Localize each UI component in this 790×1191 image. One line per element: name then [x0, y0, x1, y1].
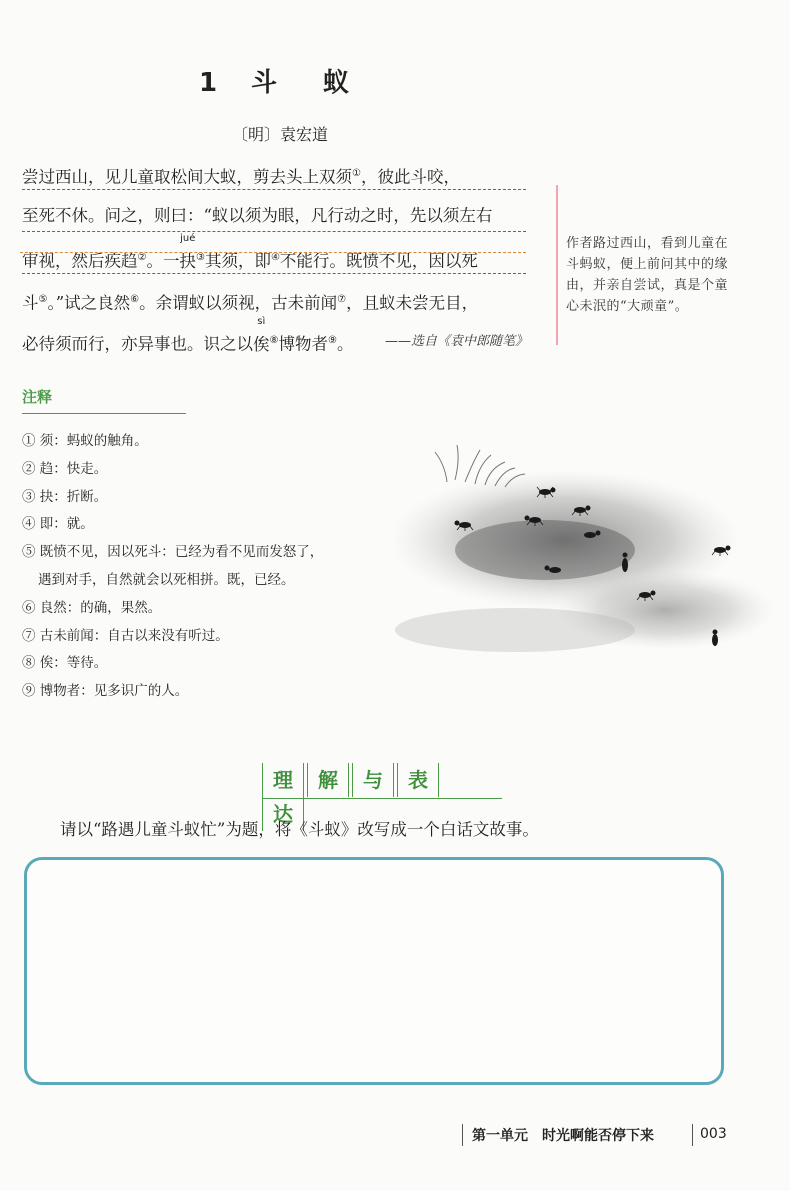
footer-divider: [692, 1124, 693, 1146]
title-char-2: 蚁: [323, 68, 352, 98]
note-ref[interactable]: ②: [137, 252, 147, 263]
notes-heading: 注释: [22, 386, 186, 414]
pinyin-ruby: sì 俟: [253, 315, 270, 354]
text-line-3: 审视，然后疾趋②。一 jué 抉③其须，即④不能行。既愤不见，因以死: [22, 243, 526, 274]
note-item: ⑥ 良然：的确，果然。: [22, 599, 162, 616]
title-char-1: 斗: [251, 68, 280, 98]
answer-writing-box[interactable]: [24, 857, 724, 1085]
section-char: 达: [262, 797, 304, 831]
ant-ink-painting: [395, 440, 790, 670]
note-item: ⑤ 既愤不见，因以死斗：已经为看不见而发怒了，: [22, 544, 324, 561]
side-note-connector: [20, 252, 526, 253]
section-char: 理: [262, 763, 304, 797]
section-underline: [262, 798, 502, 799]
note-ref[interactable]: ⑨: [327, 335, 337, 346]
side-note-rule: [556, 185, 558, 345]
text-line-2: 至死不休。问之，则曰：“蚁以须为眼，凡行动之时，先以须左右: [22, 201, 526, 232]
note-item: ④ 即：就。: [22, 516, 94, 533]
note-ref[interactable]: ⑤: [38, 294, 48, 305]
lesson-number: 1: [198, 68, 220, 98]
section-heading: [262, 763, 484, 826]
section-char: 与: [352, 763, 394, 797]
footer-unit-title: 第一单元 时光啊能否停下来: [472, 1128, 654, 1144]
note-ref[interactable]: ⑦: [337, 294, 347, 305]
section-char: 解: [307, 763, 349, 797]
note-item: ⑦ 古未前闻：自古以来没有听过。: [22, 627, 229, 644]
pinyin-ruby: jué 抉: [179, 232, 196, 271]
note-item: ② 趋：快走。: [22, 460, 108, 477]
text-line-5: 必待须而行，亦异事也。识之以 sì 俟⑧博物者⑨。: [22, 326, 526, 356]
section-char: 表: [397, 763, 439, 797]
note-item-continued: 遇到对手，自然就会以死相拼。既，已经。: [38, 571, 295, 588]
note-ref[interactable]: ⑥: [130, 294, 140, 305]
note-item: ① 须：蚂蚁的触角。: [22, 433, 148, 449]
lesson-title: [0, 62, 560, 99]
page-number: 003: [700, 1126, 727, 1142]
footer-divider: [462, 1124, 463, 1146]
notes-list: [22, 428, 402, 706]
note-ref[interactable]: ①: [352, 168, 361, 179]
side-note: 作者路过西山，看到儿童在斗蚂蚁，便上前问其中的缘由，并亲自尝试，真是个童心未泯的“大顽童”。: [566, 236, 729, 314]
task-prompt: 请以“路遇儿童斗蚁忙”为题，将《斗蚁》改写成一个白话文故事。: [60, 820, 539, 839]
text-line-1: 尝过西山，见儿童取松间大蚁，剪去头上双须①，彼此斗咬，: [22, 159, 526, 190]
source-citation: ——选自《袁中郎随笔》: [384, 334, 528, 349]
note-item: ③ 抉：折断。: [22, 488, 108, 505]
note-ref[interactable]: ③: [195, 252, 205, 263]
note-item: ⑨ 博物者：见多识广的人。: [22, 683, 189, 700]
text-line-4: 斗⑤。”试之良然⑥。余谓蚁以须视，古未前闻⑦，且蚁未尝无目，: [22, 293, 479, 313]
note-ref[interactable]: ⑧: [269, 335, 279, 346]
author-line: 〔明〕袁宏道: [231, 125, 328, 144]
note-ref[interactable]: ④: [270, 252, 280, 263]
note-item: ⑧ 俟：等待。: [22, 655, 108, 672]
